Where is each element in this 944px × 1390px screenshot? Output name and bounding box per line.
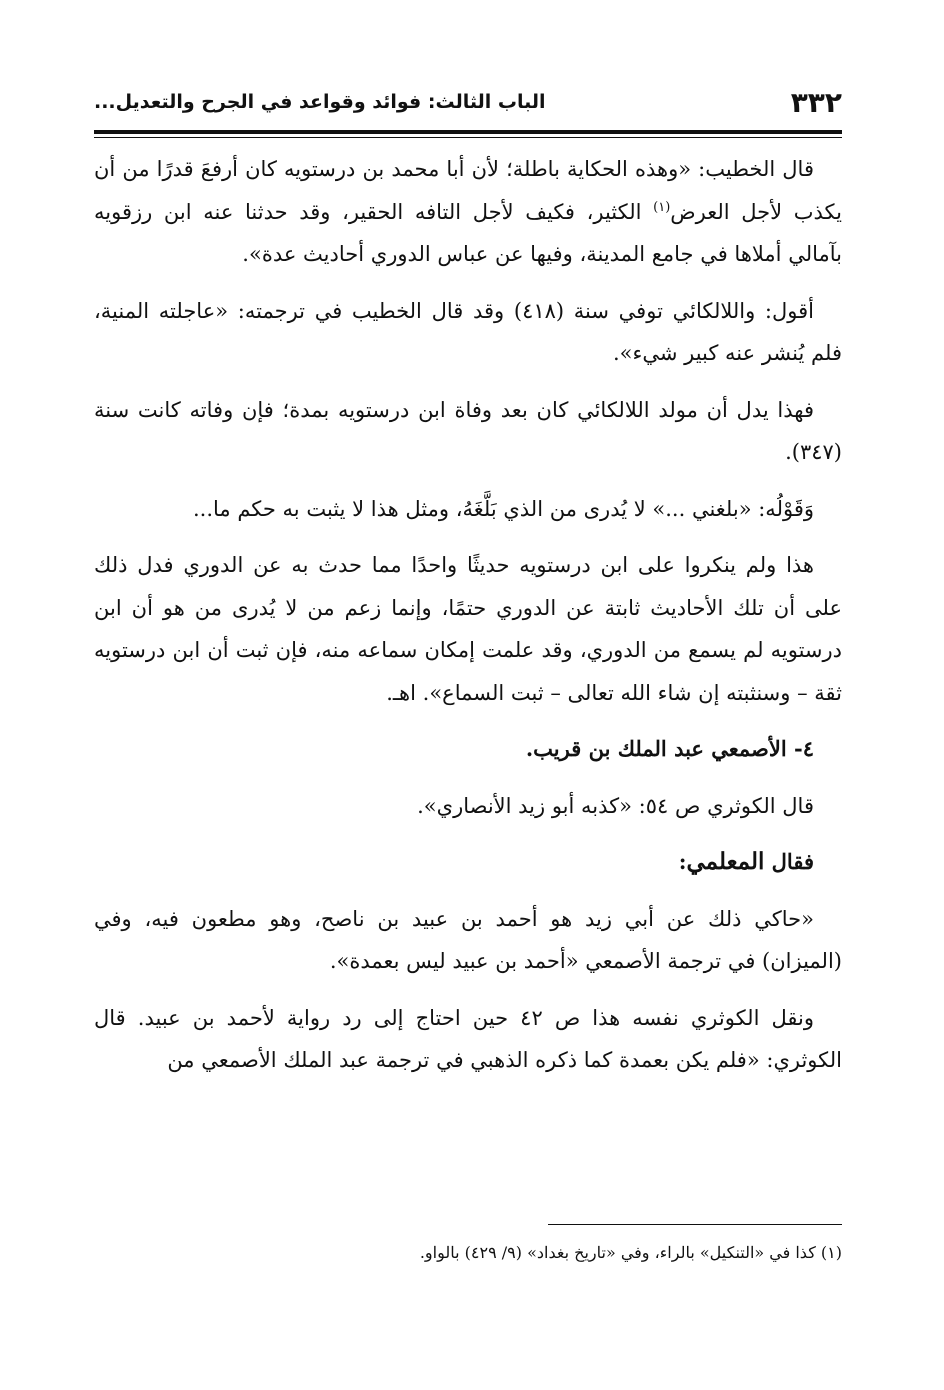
paragraph-text: قال الخطيب: «وهذه الحكاية باطلة؛ لأن أبا محمد بن درستويه كان أرفعَ قدرًا من أن يكذب لأجل العرض [94, 157, 842, 224]
author-name: المعلمي [686, 848, 765, 875]
footnote: (١) كذا في «التنكيل» بالراء، وفي «تاريخ بغداد» (٩/ ٤٢٩) بالواو. [419, 1243, 842, 1262]
heading-prefix: فقال [764, 849, 814, 874]
paragraph-kawthari-self: ونقل الكوثري نفسه هذا ص ٤٢ حين احتاج إلى رد رواية لأحمد بن عبيد. قال الكوثري: «فلم يكن بعمدة كما ذكره الذهبي في ترجمة عبد الملك الأصمعي من [94, 1005, 842, 1072]
paragraph-birth-inference: فهذا يدل أن مولد اللالكائي كان بعد وفاة ابن درستويه بمدة؛ فإن وفاته كانت سنة (٣٤٧). [94, 397, 842, 464]
body-text [94, 148, 842, 1096]
section-heading-muallimi [94, 841, 842, 884]
paragraph-lalakai: أقول: واللالكائي توفي سنة (٤١٨) وقد قال الخطيب في ترجمته: «عاجلته المنية، فلم يُنشر عنه كبير شيء». [94, 298, 842, 365]
footnote-rule [548, 1224, 842, 1225]
paragraph-text: الكثير، فكيف لأجل التافه الحقير، وقد حدثنا عنه ابن رزقويه بآمالي أملاها في جامع المدينة، وفيها عن عباس الدوري أحاديث عدة». [94, 199, 842, 266]
paragraph-durustawayh: هذا ولم ينكروا على ابن درستويه حديثًا واحدًا مما حدث به عن الدوري فدل ذلك على أن تلك الأحاديث ثابتة عن الدوري حتمًا، وإنما زعم من لا يُدرى من هو أن ابن درستويه لم يسمع من الدوري، وقد علمت إمكان سماعه منه، فإن ثبت أن ابن درستويه ثقة – وسنثبته إن شاء الله تعالى – ثبت السماع». اهـ. [94, 553, 842, 705]
paragraph-ahmad-ibn-ubayd: «حاكي ذلك عن أبي زيد هو أحمد بن عبيد بن ناصح، وهو مطعون فيه، وفي (الميزان) في ترجمة الأصمعي «أحمد بن عبيد ليس بعمدة». [94, 906, 842, 973]
running-header-title: الباب الثالث: فوائد وقواعد في الجرح والتعديل... [94, 91, 546, 113]
paragraph-balaghani: وَقَوْلُه: «بلغني ...» لا يُدرى من الذي بَلَّغَهُ، ومثل هذا لا يثبت به حكم ما... [192, 496, 814, 521]
heading-suffix: : [678, 849, 687, 874]
running-header [94, 78, 842, 126]
header-rule [94, 130, 842, 134]
section-heading-asmai: ٤- الأصمعي عبد الملك بن قريب. [525, 736, 814, 761]
paragraph-kawthari-quote: قال الكوثري ص ٥٤: «كذبه أبو زيد الأنصاري». [417, 793, 814, 818]
header-rule-thin [94, 137, 842, 138]
page-number: ٣٣٢ [790, 85, 842, 119]
paragraph-khatib-quote [94, 148, 842, 276]
footnote-reference: (١) [653, 199, 671, 215]
